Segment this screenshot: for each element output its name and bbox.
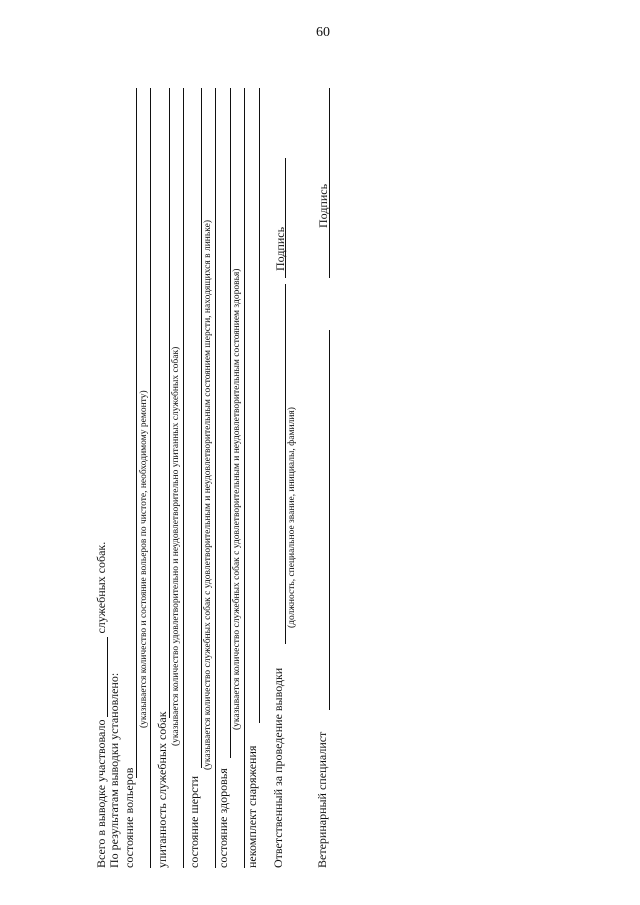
results-heading: По результатам выводки установлено: xyxy=(107,672,121,868)
responsible-signature-label: Подпись xyxy=(273,226,287,271)
page-number: 60 xyxy=(316,25,330,40)
vet-field[interactable] xyxy=(329,330,330,710)
row-equipment-label: некомплект снаряжения xyxy=(245,745,259,868)
row-health-line[interactable] xyxy=(230,88,231,758)
total-suffix: служебных собак. xyxy=(94,541,108,634)
responsible-label: Ответственный за проведение выводки xyxy=(271,667,285,868)
row-nourishment-line[interactable] xyxy=(169,88,170,718)
row-coat-line[interactable] xyxy=(201,88,202,768)
row-enclosures-hint: (указывается количество и состояние вольеров по чистоте, необходимому ремонту) xyxy=(139,390,149,728)
rotated-form xyxy=(92,88,342,868)
row-enclosures-line-2[interactable] xyxy=(150,88,151,868)
row-coat-hint: (указывается количество служебных собак с удовлетворительным и неудовлетворительным состоянием шерсти, находящихся в линьке) xyxy=(203,220,213,770)
row-enclosures-label: состояние вольеров xyxy=(122,767,136,868)
responsible-hint: (должность, специальное звание, инициалы, фамилия) xyxy=(287,407,297,628)
responsible-field[interactable] xyxy=(285,284,286,644)
row-nourishment-hint: (указывается количество удовлетворительно и неудовлетворительно упитанных служебных собак) xyxy=(171,346,181,746)
vet-signature-label: Подпись xyxy=(316,183,330,228)
vet-label: Ветеринарный специалист xyxy=(315,731,329,868)
row-nourishment-line-2[interactable] xyxy=(183,88,184,868)
row-health-hint: (указывается количество служебных собак с удовлетворительным и неудовлетворительным состоянием здоровья) xyxy=(232,268,242,730)
row-health-label: состояние здоровья xyxy=(216,768,230,868)
row-equipment-line[interactable] xyxy=(259,88,260,723)
row-nourishment-label: упитанность служебных собак xyxy=(155,711,169,868)
row-coat-label: состояние шерсти xyxy=(187,775,201,868)
row-enclosures-line[interactable] xyxy=(136,88,137,778)
total-prefix: Всего в выводке участвовало xyxy=(94,719,108,868)
row-coat-line-2[interactable] xyxy=(215,88,216,868)
